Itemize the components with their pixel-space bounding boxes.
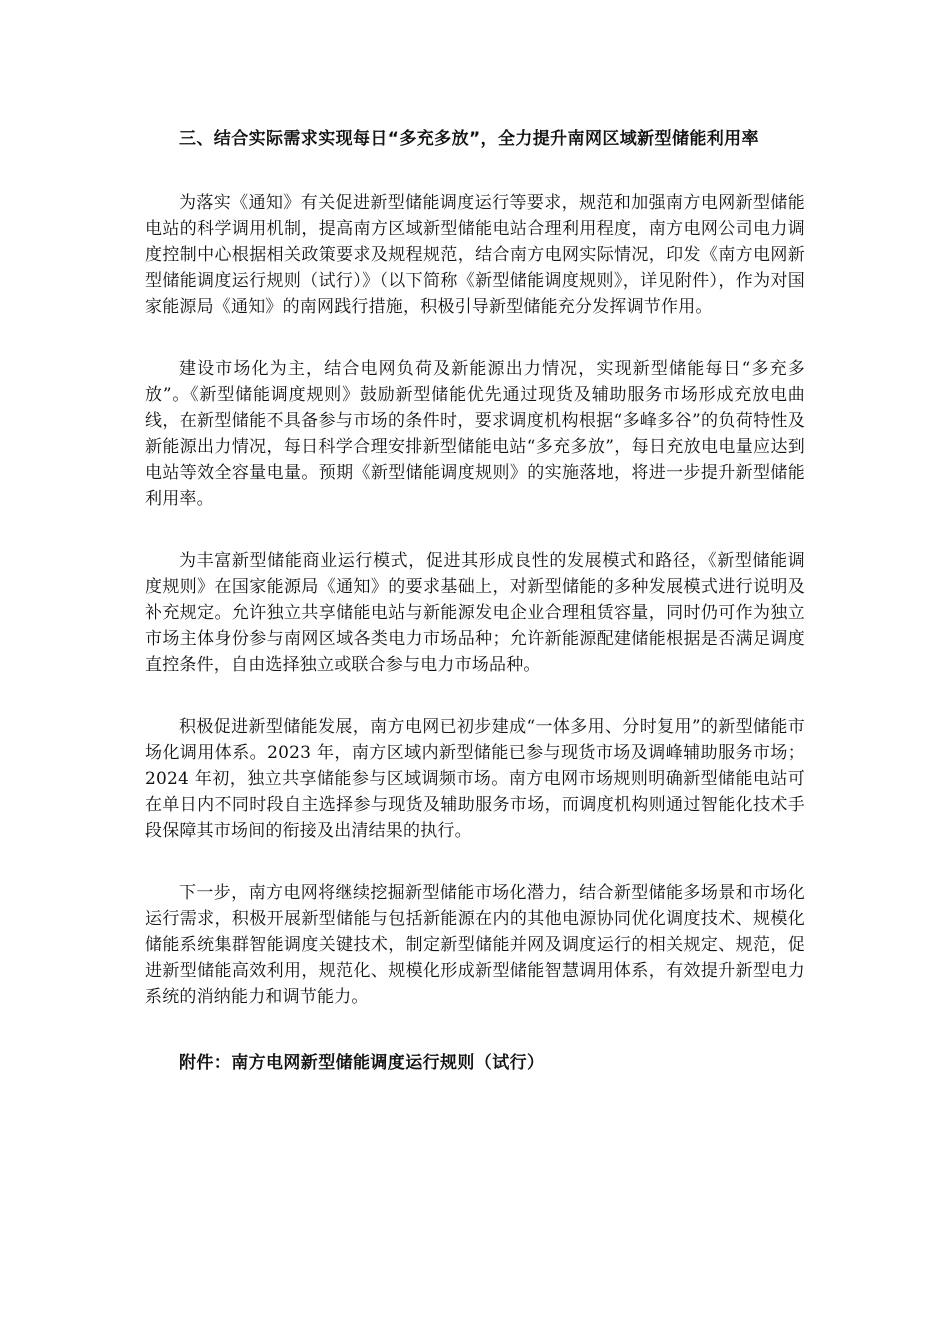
section-heading: 三、结合实际需求实现每日“多充多放”，全力提升南网区域新型储能利用率: [179, 129, 759, 149]
paragraph-4: 积极促进新型储能发展，南方电网已初步建成“一体多用、分时复用”的新型储能市场化调用体系。2023 年，南方区域内新型储能已参与现货市场及调峰辅助服务市场；2024 年初，独立共享储能参与区域调频市场。南方电网市场规则明确新型储能电站可在单日内不同时段自主选择参与现货及辅助服务市场，而调度机构则通过智能化技术手段保障其市场间的衔接及出清结果的执行。: [145, 717, 805, 841]
appendix-link[interactable]: 附件：南方电网新型储能调度运行规则（试行）: [179, 1053, 545, 1073]
paragraph-5: 下一步，南方电网将继续挖掘新型储能市场化潜力，结合新型储能多场景和市场化运行需求，积极开展新型储能与包括新能源在内的其他电源协同优化调度技术、规模化储能系统集群智能调度关键技术，制定新型储能并网及调度运行的相关规定、规范，促进新型储能高效利用，规范化、规模化形成新型储能智慧调用体系，有效提升新型电力系统的消纳能力和调节能力。: [145, 883, 805, 1007]
document-page: [145, 126, 805, 1076]
paragraph-2: 建设市场化为主，结合电网负荷及新能源出力情况，实现新型储能每日“多充多放”。《新型储能调度规则》鼓励新型储能优先通过现货及辅助服务市场形成充放电曲线，在新型储能不具备参与市场的条件时，要求调度机构根据“多峰多谷”的负荷特性及新能源出力情况，每日科学合理安排新型储能电站“多充多放”，每日充放电电量应达到电站等效全容量电量。预期《新型储能调度规则》的实施落地，将进一步提升新型储能利用率。: [145, 359, 805, 509]
paragraph-3: 为丰富新型储能商业运行模式，促进其形成良性的发展模式和路径，《新型储能调度规则》在国家能源局《通知》的要求基础上，对新型储能的多种发展模式进行说明及补充规定。允许独立共享储能电站与新能源发电企业合理租赁容量，同时仍可作为独立市场主体身份参与南网区域各类电力市场品种；允许新能源配建储能根据是否满足调度直控条件，自由选择独立或联合参与电力市场品种。: [145, 551, 805, 675]
paragraph-1: 为落实《通知》有关促进新型储能调度运行等要求，规范和加强南方电网新型储能电站的科学调用机制，提高南方区域新型储能电站合理利用程度，南方电网公司电力调度控制中心根据相关政策要求及规程规范，结合南方电网实际情况，印发《南方电网新型储能调度运行规则（试行）》（以下简称《新型储能调度规则》，详见附件），作为对国家能源局《通知》的南网践行措施，积极引导新型储能充分发挥调节作用。: [145, 193, 805, 317]
